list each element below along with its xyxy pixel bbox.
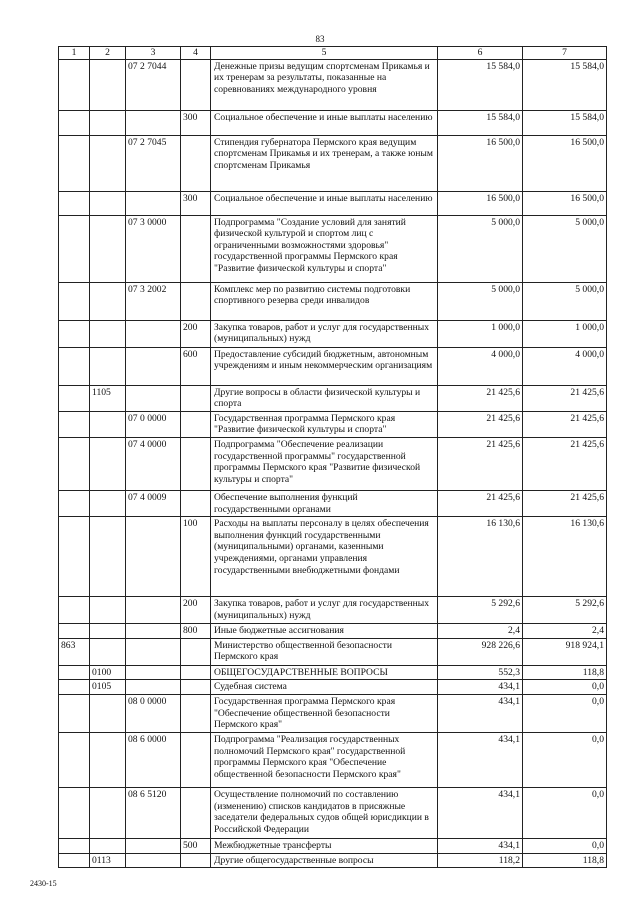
amount-cell-col7: 118,8 bbox=[523, 665, 607, 680]
amount-cell-col7: 21 425,6 bbox=[523, 411, 607, 437]
amount-cell-col6: 16 500,0 bbox=[438, 191, 523, 215]
amount-cell-col6: 552,3 bbox=[438, 665, 523, 680]
target-article-cell bbox=[126, 638, 181, 665]
expense-type-cell bbox=[181, 694, 211, 732]
ministry-code-cell bbox=[59, 490, 90, 516]
description-cell: Иные бюджетные ассигнования bbox=[211, 624, 438, 639]
table-row bbox=[59, 732, 607, 787]
description-cell: Судебная система bbox=[211, 680, 438, 695]
ministry-code-cell bbox=[59, 135, 90, 191]
target-article-cell bbox=[126, 191, 181, 215]
amount-cell-col7: 0,0 bbox=[523, 732, 607, 787]
description-cell: Подпрограмма "Создание условий для занятий физической культурой и спортом лиц с ограниченными возможностями здоровья" государственной программы Пермского края "Развитие физической культуры и спорта" bbox=[211, 215, 438, 282]
amount-cell-col6: 434,1 bbox=[438, 694, 523, 732]
section-code-cell bbox=[90, 135, 126, 191]
expense-type-cell bbox=[181, 638, 211, 665]
description-cell: Подпрограмма "Обеспечение реализации государственной программы" государственной программы Пермского края "Развитие физической культуры и спорта" bbox=[211, 437, 438, 490]
section-code-cell bbox=[90, 191, 126, 215]
table-row bbox=[59, 694, 607, 732]
ministry-code-cell bbox=[59, 787, 90, 838]
description-cell: Стипендия губернатора Пермского края ведущим спортсменам Прикамья и их тренерам, а также юным спортсменам Прикамья bbox=[211, 135, 438, 191]
expense-type-cell: 200 bbox=[181, 597, 211, 624]
description-cell: Другие общегосударственные вопросы bbox=[211, 853, 438, 868]
description-cell: Закупка товаров, работ и услуг для государственных (муниципальных) нужд bbox=[211, 320, 438, 347]
table-row bbox=[59, 680, 607, 695]
section-code-cell bbox=[90, 838, 126, 853]
description-cell: Социальное обеспечение и иные выплаты населению bbox=[211, 191, 438, 215]
ministry-code-cell bbox=[59, 437, 90, 490]
target-article-cell: 07 3 0000 bbox=[126, 215, 181, 282]
expense-type-cell bbox=[181, 385, 211, 411]
section-code-cell bbox=[90, 787, 126, 838]
description-cell: Подпрограмма "Реализация государственных полномочий Пермского края" государственной программы Пермского края "Обеспечение общественной безопасности Пермского края" bbox=[211, 732, 438, 787]
amount-cell-col7: 1 000,0 bbox=[523, 320, 607, 347]
expense-type-cell bbox=[181, 732, 211, 787]
expense-type-cell: 500 bbox=[181, 838, 211, 853]
expense-type-cell bbox=[181, 680, 211, 695]
target-article-cell bbox=[126, 665, 181, 680]
amount-cell-col6: 434,1 bbox=[438, 680, 523, 695]
section-code-cell bbox=[90, 59, 126, 110]
section-code-cell bbox=[90, 110, 126, 135]
expense-type-cell bbox=[181, 411, 211, 437]
section-code-cell bbox=[90, 517, 126, 597]
ministry-code-cell bbox=[59, 215, 90, 282]
amount-cell-col6: 4 000,0 bbox=[438, 347, 523, 385]
section-code-cell: 0100 bbox=[90, 665, 126, 680]
description-cell: Осуществление полномочий по составлению (изменению) списков кандидатов в присяжные заседатели федеральных судов общей юрисдикции в Российской Федерации bbox=[211, 787, 438, 838]
target-article-cell bbox=[126, 347, 181, 385]
amount-cell-col6: 21 425,6 bbox=[438, 437, 523, 490]
amount-cell-col7: 16 130,6 bbox=[523, 517, 607, 597]
section-code-cell: 0113 bbox=[90, 853, 126, 868]
amount-cell-col6: 5 000,0 bbox=[438, 215, 523, 282]
target-article-cell: 07 0 0000 bbox=[126, 411, 181, 437]
table-row bbox=[59, 191, 607, 215]
amount-cell-col7: 21 425,6 bbox=[523, 437, 607, 490]
amount-cell-col6: 928 226,6 bbox=[438, 638, 523, 665]
amount-cell-col7: 5 000,0 bbox=[523, 215, 607, 282]
target-article-cell: 08 0 0000 bbox=[126, 694, 181, 732]
expense-type-cell bbox=[181, 665, 211, 680]
amount-cell-col6: 21 425,6 bbox=[438, 490, 523, 516]
table-row bbox=[59, 517, 607, 597]
ministry-code-cell bbox=[59, 282, 90, 320]
amount-cell-col7: 4 000,0 bbox=[523, 347, 607, 385]
expense-type-cell: 100 bbox=[181, 517, 211, 597]
amount-cell-col7: 16 500,0 bbox=[523, 135, 607, 191]
ministry-code-cell bbox=[59, 517, 90, 597]
column-header: 4 bbox=[181, 47, 211, 60]
amount-cell-col6: 16 130,6 bbox=[438, 517, 523, 597]
amount-cell-col7: 0,0 bbox=[523, 838, 607, 853]
section-code-cell bbox=[90, 411, 126, 437]
amount-cell-col7: 5 000,0 bbox=[523, 282, 607, 320]
table-row bbox=[59, 437, 607, 490]
ministry-code-cell bbox=[59, 838, 90, 853]
section-code-cell bbox=[90, 320, 126, 347]
amount-cell-col7: 15 584,0 bbox=[523, 110, 607, 135]
column-header: 5 bbox=[211, 47, 438, 60]
amount-cell-col7: 5 292,6 bbox=[523, 597, 607, 624]
ministry-code-cell bbox=[59, 411, 90, 437]
ministry-code-cell: 863 bbox=[59, 638, 90, 665]
table-row bbox=[59, 110, 607, 135]
section-code-cell bbox=[90, 490, 126, 516]
amount-cell-col7: 0,0 bbox=[523, 694, 607, 732]
table-row bbox=[59, 665, 607, 680]
amount-cell-col6: 21 425,6 bbox=[438, 411, 523, 437]
table-row bbox=[59, 838, 607, 853]
table-row bbox=[59, 638, 607, 665]
expense-type-cell bbox=[181, 490, 211, 516]
section-code-cell bbox=[90, 624, 126, 639]
description-cell: Комплекс мер по развитию системы подготовки спортивного резерва среди инвалидов bbox=[211, 282, 438, 320]
table-row bbox=[59, 787, 607, 838]
description-cell: Министерство общественной безопасности Пермского края bbox=[211, 638, 438, 665]
section-code-cell: 0105 bbox=[90, 680, 126, 695]
description-cell: Закупка товаров, работ и услуг для государственных (муниципальных) нужд bbox=[211, 597, 438, 624]
amount-cell-col7: 0,0 bbox=[523, 787, 607, 838]
target-article-cell bbox=[126, 853, 181, 868]
ministry-code-cell bbox=[59, 110, 90, 135]
section-code-cell bbox=[90, 282, 126, 320]
description-cell: Другие вопросы в области физической культуры и спорта bbox=[211, 385, 438, 411]
table-row bbox=[59, 215, 607, 282]
expense-type-cell: 200 bbox=[181, 320, 211, 347]
amount-cell-col7: 0,0 bbox=[523, 680, 607, 695]
table-header-row bbox=[59, 47, 607, 60]
page-number: 83 bbox=[315, 34, 325, 44]
table-row bbox=[59, 320, 607, 347]
table-row bbox=[59, 347, 607, 385]
amount-cell-col7: 21 425,6 bbox=[523, 385, 607, 411]
ministry-code-cell bbox=[59, 732, 90, 787]
column-header: 7 bbox=[523, 47, 607, 60]
ministry-code-cell bbox=[59, 694, 90, 732]
section-code-cell: 1105 bbox=[90, 385, 126, 411]
table-row bbox=[59, 385, 607, 411]
amount-cell-col6: 5 292,6 bbox=[438, 597, 523, 624]
amount-cell-col7: 15 584,0 bbox=[523, 59, 607, 110]
ministry-code-cell bbox=[59, 853, 90, 868]
section-code-cell bbox=[90, 215, 126, 282]
ministry-code-cell bbox=[59, 385, 90, 411]
table-row bbox=[59, 282, 607, 320]
amount-cell-col7: 118,8 bbox=[523, 853, 607, 868]
expense-type-cell: 300 bbox=[181, 110, 211, 135]
amount-cell-col7: 2,4 bbox=[523, 624, 607, 639]
expense-type-cell: 600 bbox=[181, 347, 211, 385]
column-header: 3 bbox=[126, 47, 181, 60]
expense-type-cell bbox=[181, 135, 211, 191]
description-cell: Обеспечение выполнения функций государственными органами bbox=[211, 490, 438, 516]
ministry-code-cell bbox=[59, 624, 90, 639]
description-cell: ОБЩЕГОСУДАРСТВЕННЫЕ ВОПРОСЫ bbox=[211, 665, 438, 680]
section-code-cell bbox=[90, 347, 126, 385]
amount-cell-col6: 21 425,6 bbox=[438, 385, 523, 411]
column-header: 1 bbox=[59, 47, 90, 60]
target-article-cell bbox=[126, 597, 181, 624]
ministry-code-cell bbox=[59, 191, 90, 215]
ministry-code-cell bbox=[59, 347, 90, 385]
amount-cell-col7: 21 425,6 bbox=[523, 490, 607, 516]
section-code-cell bbox=[90, 638, 126, 665]
table-row bbox=[59, 411, 607, 437]
target-article-cell: 07 2 7045 bbox=[126, 135, 181, 191]
section-code-cell bbox=[90, 694, 126, 732]
table-row bbox=[59, 597, 607, 624]
target-article-cell bbox=[126, 517, 181, 597]
amount-cell-col6: 2,4 bbox=[438, 624, 523, 639]
section-code-cell bbox=[90, 437, 126, 490]
table-row bbox=[59, 135, 607, 191]
amount-cell-col6: 434,1 bbox=[438, 732, 523, 787]
target-article-cell: 07 4 0009 bbox=[126, 490, 181, 516]
target-article-cell bbox=[126, 680, 181, 695]
table-row bbox=[59, 624, 607, 639]
expense-type-cell bbox=[181, 215, 211, 282]
budget-table bbox=[58, 46, 607, 868]
amount-cell-col6: 118,2 bbox=[438, 853, 523, 868]
amount-cell-col6: 16 500,0 bbox=[438, 135, 523, 191]
description-cell: Денежные призы ведущим спортсменам Прикамья и их тренерам за результаты, показанные на соревнованиях международного уровня bbox=[211, 59, 438, 110]
section-code-cell bbox=[90, 732, 126, 787]
ministry-code-cell bbox=[59, 665, 90, 680]
target-article-cell bbox=[126, 110, 181, 135]
ministry-code-cell bbox=[59, 680, 90, 695]
ministry-code-cell bbox=[59, 597, 90, 624]
target-article-cell: 07 4 0000 bbox=[126, 437, 181, 490]
expense-type-cell: 800 bbox=[181, 624, 211, 639]
amount-cell-col7: 918 924,1 bbox=[523, 638, 607, 665]
table-body bbox=[59, 59, 607, 868]
target-article-cell: 08 6 5120 bbox=[126, 787, 181, 838]
target-article-cell bbox=[126, 320, 181, 347]
amount-cell-col7: 16 500,0 bbox=[523, 191, 607, 215]
section-code-cell bbox=[90, 597, 126, 624]
target-article-cell bbox=[126, 624, 181, 639]
description-cell: Межбюджетные трансферты bbox=[211, 838, 438, 853]
amount-cell-col6: 434,1 bbox=[438, 787, 523, 838]
ministry-code-cell bbox=[59, 320, 90, 347]
column-header: 2 bbox=[90, 47, 126, 60]
description-cell: Государственная программа Пермского края "Развитие физической культуры и спорта" bbox=[211, 411, 438, 437]
amount-cell-col6: 15 584,0 bbox=[438, 110, 523, 135]
target-article-cell: 07 2 7044 bbox=[126, 59, 181, 110]
document-footer-code: 2430-15 bbox=[30, 879, 57, 888]
amount-cell-col6: 434,1 bbox=[438, 838, 523, 853]
table-row bbox=[59, 59, 607, 110]
table-row bbox=[59, 490, 607, 516]
amount-cell-col6: 5 000,0 bbox=[438, 282, 523, 320]
target-article-cell bbox=[126, 385, 181, 411]
expense-type-cell bbox=[181, 437, 211, 490]
expense-type-cell bbox=[181, 787, 211, 838]
description-cell: Предоставление субсидий бюджетным, автономным учреждениям и иным некоммерческим организациям bbox=[211, 347, 438, 385]
expense-type-cell: 300 bbox=[181, 191, 211, 215]
description-cell: Социальное обеспечение и иные выплаты населению bbox=[211, 110, 438, 135]
ministry-code-cell bbox=[59, 59, 90, 110]
expense-type-cell bbox=[181, 282, 211, 320]
expense-type-cell bbox=[181, 59, 211, 110]
expense-type-cell bbox=[181, 853, 211, 868]
target-article-cell: 08 6 0000 bbox=[126, 732, 181, 787]
column-header: 6 bbox=[438, 47, 523, 60]
description-cell: Государственная программа Пермского края "Обеспечение общественной безопасности Пермского края" bbox=[211, 694, 438, 732]
target-article-cell bbox=[126, 838, 181, 853]
amount-cell-col6: 1 000,0 bbox=[438, 320, 523, 347]
description-cell: Расходы на выплаты персоналу в целях обеспечения выполнения функций государственными (муниципальными) органами, казенными учреждениями, органами управления государственными внебюджетными фондами bbox=[211, 517, 438, 597]
amount-cell-col6: 15 584,0 bbox=[438, 59, 523, 110]
table-row bbox=[59, 853, 607, 868]
target-article-cell: 07 3 2002 bbox=[126, 282, 181, 320]
